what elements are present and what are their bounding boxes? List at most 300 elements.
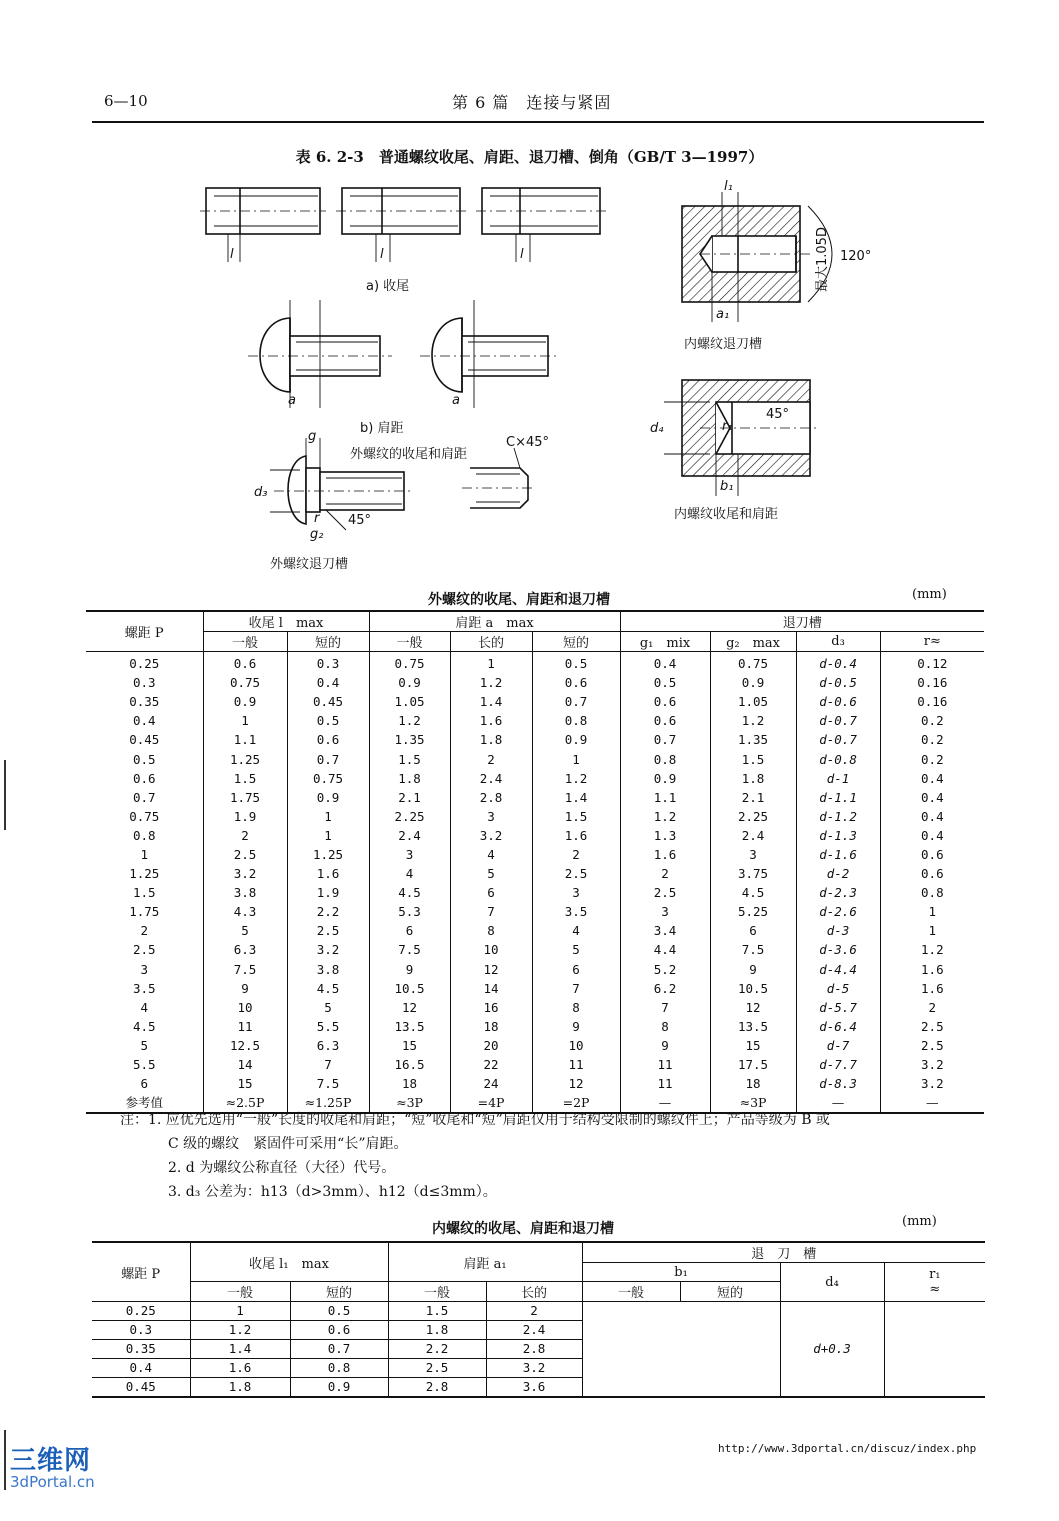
note-1-cont: C 级的螺纹 紧固件可采用“长”肩距。 bbox=[168, 1136, 408, 1152]
table-cell: 6 bbox=[369, 921, 450, 940]
table-cell: 4.5 bbox=[710, 883, 796, 902]
table-cell: 0.75 bbox=[86, 807, 203, 826]
int-header-shoulder-long: 长的 bbox=[486, 1282, 582, 1302]
int-header-tail: 收尾 l₁ max bbox=[190, 1242, 388, 1282]
table-row bbox=[86, 1036, 984, 1055]
table-cell: 0.25 bbox=[86, 652, 203, 674]
table-row bbox=[86, 769, 984, 788]
table-cell: 7 bbox=[532, 979, 620, 998]
table-row bbox=[86, 883, 984, 902]
table-cell: 0.6 bbox=[86, 769, 203, 788]
table-cell: 0.9 bbox=[287, 788, 369, 807]
table-cell: 6 bbox=[86, 1074, 203, 1093]
table-cell: 0.75 bbox=[203, 673, 287, 692]
nut-undercut bbox=[682, 192, 832, 322]
table-cell: 0.45 bbox=[86, 730, 203, 749]
table-cell: 2.25 bbox=[710, 807, 796, 826]
label-chamfer: C×45° bbox=[506, 435, 550, 450]
table-cell: 1.4 bbox=[190, 1340, 290, 1359]
table-cell: 0.5 bbox=[86, 749, 203, 768]
table-cell: 5.3 bbox=[369, 902, 450, 921]
table-cell: 11 bbox=[532, 1055, 620, 1074]
internal-table-title: 内螺纹的收尾、肩距和退刀槽 bbox=[432, 1221, 614, 1237]
table-cell: 0.6 bbox=[532, 673, 620, 692]
table-cell: 1.8 bbox=[369, 769, 450, 788]
table-row bbox=[86, 902, 984, 921]
table-cell: 4.3 bbox=[203, 902, 287, 921]
label-b1: b₁ bbox=[720, 479, 734, 494]
table-cell: 6.3 bbox=[203, 940, 287, 959]
table-cell: 3.2 bbox=[880, 1055, 984, 1074]
table-cell: 5.2 bbox=[620, 960, 710, 979]
table-cell: 0.5 bbox=[532, 652, 620, 674]
table-cell: 1 bbox=[287, 826, 369, 845]
table-cell: 15 bbox=[710, 1036, 796, 1055]
table-cell: 0.6 bbox=[620, 711, 710, 730]
table-cell: 2.4 bbox=[450, 769, 532, 788]
header-shoulder-normal: 一般 bbox=[369, 632, 450, 652]
table-cell: 4 bbox=[86, 998, 203, 1017]
table-cell: d-1.2 bbox=[796, 807, 880, 826]
label-120: 120° bbox=[840, 249, 872, 264]
table-cell: 1.25 bbox=[203, 749, 287, 768]
bolt-tail-3 bbox=[476, 188, 606, 262]
table-cell: 1.8 bbox=[450, 730, 532, 749]
table-cell: d-1.1 bbox=[796, 788, 880, 807]
table-cell: 2 bbox=[203, 826, 287, 845]
table-cell: 1.3 bbox=[620, 826, 710, 845]
table-cell: 3.6 bbox=[486, 1378, 582, 1398]
int-header-r1-approx: ≈ bbox=[929, 1282, 941, 1297]
table-cell: d-6.4 bbox=[796, 1017, 880, 1036]
table-cell: 3.4 bbox=[620, 921, 710, 940]
header-tail: 收尾 l max bbox=[203, 611, 369, 632]
table-cell: 1.5 bbox=[369, 749, 450, 768]
external-thread-table bbox=[86, 610, 984, 1114]
table-cell: 2 bbox=[86, 921, 203, 940]
table-cell: 3 bbox=[620, 902, 710, 921]
table-cell: 1 bbox=[190, 1302, 290, 1321]
table-cell: 6 bbox=[450, 883, 532, 902]
note-1: 注：1. 应优先选用“一般”长度的收尾和肩距；“短”收尾和“短”肩距仅用于结构受限制的螺纹件上；产品等级为 B 或 bbox=[120, 1112, 830, 1128]
int-header-pitch: 螺距 P bbox=[92, 1242, 190, 1302]
table-cell: 0.75 bbox=[710, 652, 796, 674]
d4-value: d+0.3 bbox=[780, 1302, 884, 1398]
header-tail-normal: 一般 bbox=[203, 632, 287, 652]
bolt-shoulder-1 bbox=[248, 300, 392, 408]
table-cell: 12 bbox=[369, 998, 450, 1017]
table-cell: 0.4 bbox=[287, 673, 369, 692]
table-cell: 0.5 bbox=[620, 673, 710, 692]
table-cell: 2.4 bbox=[486, 1321, 582, 1340]
table-cell: 0.7 bbox=[290, 1340, 388, 1359]
label-45: 45° bbox=[348, 513, 372, 528]
table-cell: 1.2 bbox=[532, 769, 620, 788]
label-a-2: a bbox=[452, 393, 460, 408]
label-max-dia: 最大1.05D bbox=[815, 227, 830, 292]
scan-mark bbox=[4, 760, 6, 830]
table-cell: d-5 bbox=[796, 979, 880, 998]
table-cell: 0.7 bbox=[532, 692, 620, 711]
table-cell: 0.4 bbox=[620, 652, 710, 674]
table-cell: 0.7 bbox=[86, 788, 203, 807]
table-cell: 3 bbox=[710, 845, 796, 864]
watermark-logo bbox=[10, 1440, 95, 1491]
table-cell: 0.4 bbox=[880, 769, 984, 788]
table-cell: 0.4 bbox=[880, 826, 984, 845]
table-cell: 2.5 bbox=[86, 940, 203, 959]
table-cell: 0.16 bbox=[880, 692, 984, 711]
table-cell: d-0.7 bbox=[796, 711, 880, 730]
table-cell: 0.6 bbox=[203, 652, 287, 674]
notes bbox=[120, 1108, 990, 1204]
table-cell: 1.6 bbox=[620, 845, 710, 864]
table-cell: 12 bbox=[450, 960, 532, 979]
label-a1: a₁ bbox=[716, 307, 730, 322]
table-cell: 2.4 bbox=[710, 826, 796, 845]
table-cell: 0.9 bbox=[620, 769, 710, 788]
table-cell: 1.8 bbox=[388, 1321, 486, 1340]
table-row bbox=[86, 1055, 984, 1074]
reference-cell: ≈1.25P bbox=[287, 1093, 369, 1113]
label-d4: d₄ bbox=[650, 421, 664, 436]
table-cell: 0.8 bbox=[880, 883, 984, 902]
table-cell: 7.5 bbox=[710, 940, 796, 959]
table-cell: 6.3 bbox=[287, 1036, 369, 1055]
table-cell: 3.2 bbox=[287, 940, 369, 959]
table-cell: 3.2 bbox=[450, 826, 532, 845]
table-cell: 7.5 bbox=[287, 1074, 369, 1093]
label-l-3: l bbox=[520, 247, 524, 262]
bolt-shoulder-2 bbox=[420, 300, 560, 408]
table-cell: d-0.7 bbox=[796, 730, 880, 749]
table-cell: 2 bbox=[620, 864, 710, 883]
reference-cell: ≈3P bbox=[710, 1093, 796, 1113]
table-row bbox=[86, 998, 984, 1017]
header-r: r≈ bbox=[880, 632, 984, 652]
table-cell: 0.8 bbox=[290, 1359, 388, 1378]
table-cell: 2.2 bbox=[388, 1340, 486, 1359]
table-cell: 0.35 bbox=[86, 692, 203, 711]
caption-int-tail-shoulder: 内螺纹收尾和肩距 bbox=[674, 507, 779, 522]
table-cell: 8 bbox=[532, 998, 620, 1017]
int-header-r1 bbox=[884, 1263, 985, 1302]
caption-ext-tail-shoulder: 外螺纹的收尾和肩距 bbox=[350, 447, 468, 462]
table-cell: 18 bbox=[369, 1074, 450, 1093]
table-cell: 1.05 bbox=[710, 692, 796, 711]
table-cell: d-7.7 bbox=[796, 1055, 880, 1074]
table-cell: 20 bbox=[450, 1036, 532, 1055]
internal-table-body bbox=[92, 1302, 985, 1398]
table-cell: 0.9 bbox=[710, 673, 796, 692]
table-cell: 16 bbox=[450, 998, 532, 1017]
table-cell: 0.4 bbox=[880, 807, 984, 826]
table-cell: 6 bbox=[710, 921, 796, 940]
running-head: 第 6 篇 连接与紧固 bbox=[452, 93, 612, 112]
watermark-cn: 三维网 bbox=[10, 1446, 92, 1476]
table-cell: 5.25 bbox=[710, 902, 796, 921]
table-cell: 0.6 bbox=[287, 730, 369, 749]
note-3: 3. d₃ 公差为：h13（d>3mm）、h12（d≤3mm）。 bbox=[168, 1184, 497, 1200]
reference-cell: =2P bbox=[532, 1093, 620, 1113]
table-cell: 10.5 bbox=[369, 979, 450, 998]
table-row bbox=[86, 826, 984, 845]
table-cell: 1.1 bbox=[620, 788, 710, 807]
table-cell: 1 bbox=[450, 652, 532, 674]
table-cell: 2.5 bbox=[203, 845, 287, 864]
int-header-tail-short: 短的 bbox=[290, 1282, 388, 1302]
page-number: 6—10 bbox=[104, 92, 148, 110]
table-cell: 9 bbox=[710, 960, 796, 979]
table-row bbox=[86, 921, 984, 940]
table-cell: 0.9 bbox=[532, 730, 620, 749]
table-row bbox=[92, 1302, 985, 1321]
table-cell: 7 bbox=[450, 902, 532, 921]
table-cell: 1 bbox=[287, 807, 369, 826]
table-cell: 0.9 bbox=[203, 692, 287, 711]
label-a-1: a bbox=[288, 393, 296, 408]
table-cell: 15 bbox=[203, 1074, 287, 1093]
label-r1: r₁ bbox=[722, 419, 733, 434]
table-row bbox=[86, 807, 984, 826]
table-cell: 0.5 bbox=[290, 1302, 388, 1321]
r1-empty-cell bbox=[884, 1302, 985, 1398]
reference-cell: — bbox=[620, 1093, 710, 1113]
table-cell: d-4.4 bbox=[796, 960, 880, 979]
table-cell: 0.45 bbox=[92, 1378, 190, 1398]
table-cell: 1.5 bbox=[710, 749, 796, 768]
int-header-shoulder-normal: 一般 bbox=[388, 1282, 486, 1302]
table-cell: 24 bbox=[450, 1074, 532, 1093]
table-cell: d-0.6 bbox=[796, 692, 880, 711]
table-cell: 1.9 bbox=[203, 807, 287, 826]
table-cell: 11 bbox=[620, 1055, 710, 1074]
table-cell: 2.5 bbox=[532, 864, 620, 883]
table-cell: 8 bbox=[620, 1017, 710, 1036]
reference-cell: — bbox=[796, 1093, 880, 1113]
table-cell: 0.8 bbox=[532, 711, 620, 730]
reference-cell: — bbox=[880, 1093, 984, 1113]
header-shoulder-long: 长的 bbox=[450, 632, 532, 652]
table-cell: 1.6 bbox=[532, 826, 620, 845]
table-cell: 3.5 bbox=[86, 979, 203, 998]
reference-cell: ≈3P bbox=[369, 1093, 450, 1113]
table-cell: 1.35 bbox=[369, 730, 450, 749]
table-cell: 13.5 bbox=[369, 1017, 450, 1036]
table-cell: 10 bbox=[532, 1036, 620, 1055]
table-cell: 0.6 bbox=[290, 1321, 388, 1340]
table-cell: 4 bbox=[532, 921, 620, 940]
table-cell: 1.35 bbox=[710, 730, 796, 749]
table-cell: 1.2 bbox=[369, 711, 450, 730]
table-cell: d-7 bbox=[796, 1036, 880, 1055]
reference-cell: ≈2.5P bbox=[203, 1093, 287, 1113]
internal-thread-table bbox=[92, 1241, 985, 1398]
table-cell: d-3.6 bbox=[796, 940, 880, 959]
table-row bbox=[86, 692, 984, 711]
table-cell: 1.9 bbox=[287, 883, 369, 902]
table-cell: 3 bbox=[86, 960, 203, 979]
table-cell: 0.3 bbox=[86, 673, 203, 692]
table-cell: 0.4 bbox=[880, 788, 984, 807]
table-cell: 1.5 bbox=[532, 807, 620, 826]
table-cell: 2.8 bbox=[486, 1340, 582, 1359]
table-cell: 1.6 bbox=[190, 1359, 290, 1378]
table-cell: 12.5 bbox=[203, 1036, 287, 1055]
table-cell: 4.5 bbox=[86, 1017, 203, 1036]
table-cell: 0.3 bbox=[92, 1321, 190, 1340]
table-cell: 0.8 bbox=[86, 826, 203, 845]
table-cell: 2.5 bbox=[620, 883, 710, 902]
table-cell: 0.16 bbox=[880, 673, 984, 692]
table-cell: 0.25 bbox=[92, 1302, 190, 1321]
table-cell: 1.25 bbox=[287, 845, 369, 864]
table-cell: 6.2 bbox=[620, 979, 710, 998]
table-cell: 1 bbox=[203, 711, 287, 730]
table-cell: 0.45 bbox=[287, 692, 369, 711]
header-pitch: 螺距 P bbox=[86, 611, 203, 652]
table-cell: 2 bbox=[486, 1302, 582, 1321]
table-cell: 5.5 bbox=[86, 1055, 203, 1074]
table-cell: 0.9 bbox=[369, 673, 450, 692]
table-cell: 17.5 bbox=[710, 1055, 796, 1074]
int-header-d4: d₄ bbox=[780, 1263, 884, 1302]
note-2: 2. d 为螺纹公称直径（大径）代号。 bbox=[168, 1160, 396, 1176]
table-cell: 0.75 bbox=[287, 769, 369, 788]
table-cell: 0.75 bbox=[369, 652, 450, 674]
table-cell: 5 bbox=[450, 864, 532, 883]
table-cell: 1.75 bbox=[86, 902, 203, 921]
external-table-unit: (mm) bbox=[912, 587, 947, 602]
table-row bbox=[86, 788, 984, 807]
table-row bbox=[86, 845, 984, 864]
table-cell: 0.5 bbox=[287, 711, 369, 730]
table-cell: 2 bbox=[532, 845, 620, 864]
table-row bbox=[86, 940, 984, 959]
table-cell: 1.2 bbox=[190, 1321, 290, 1340]
table-cell: 11 bbox=[203, 1017, 287, 1036]
table-cell: d-2.3 bbox=[796, 883, 880, 902]
bolt-tail-1 bbox=[200, 188, 326, 262]
table-cell: 4.5 bbox=[369, 883, 450, 902]
table-cell: 12 bbox=[710, 998, 796, 1017]
table-cell: 5 bbox=[287, 998, 369, 1017]
table-cell: 10 bbox=[203, 998, 287, 1017]
int-header-b1: b₁ bbox=[582, 1263, 780, 1282]
table-row bbox=[86, 864, 984, 883]
table-cell: 2.8 bbox=[450, 788, 532, 807]
table-cell: 6 bbox=[532, 960, 620, 979]
reference-cell: =4P bbox=[450, 1093, 532, 1113]
table-cell: d-2 bbox=[796, 864, 880, 883]
table-cell: 2.5 bbox=[880, 1017, 984, 1036]
table-cell: 0.6 bbox=[620, 692, 710, 711]
table-cell: 1.2 bbox=[620, 807, 710, 826]
table-cell: 2.5 bbox=[880, 1036, 984, 1055]
header-d3: d₃ bbox=[796, 632, 880, 652]
table-cell: 1.5 bbox=[86, 883, 203, 902]
int-header-shoulder: 肩距 a₁ bbox=[388, 1242, 582, 1282]
table-cell: 0.7 bbox=[620, 730, 710, 749]
table-cell: 3.5 bbox=[532, 902, 620, 921]
table-cell: 0.2 bbox=[880, 749, 984, 768]
table-cell: 1.4 bbox=[450, 692, 532, 711]
table-cell: 1.25 bbox=[86, 864, 203, 883]
header-shoulder: 肩距 a max bbox=[369, 611, 620, 632]
table-cell: 3 bbox=[450, 807, 532, 826]
label-l-1: l bbox=[230, 247, 234, 262]
int-header-r1-label: r₁ bbox=[929, 1267, 941, 1282]
table-cell: 0.12 bbox=[880, 652, 984, 674]
table-cell: 0.8 bbox=[620, 749, 710, 768]
caption-b: b) 肩距 bbox=[360, 421, 404, 436]
table-cell: 4.5 bbox=[287, 979, 369, 998]
table-cell: d-2.6 bbox=[796, 902, 880, 921]
table-cell: 5 bbox=[532, 940, 620, 959]
table-cell: d-1.6 bbox=[796, 845, 880, 864]
table-cell: 14 bbox=[450, 979, 532, 998]
table-row bbox=[86, 652, 984, 674]
table-cell: 2.4 bbox=[369, 826, 450, 845]
reference-cell: 参考值 bbox=[86, 1093, 203, 1113]
label-d3: d₃ bbox=[254, 485, 268, 500]
table-cell: 1.05 bbox=[369, 692, 450, 711]
int-header-tail-normal: 一般 bbox=[190, 1282, 290, 1302]
table-cell: 2.2 bbox=[287, 902, 369, 921]
table-cell: 9 bbox=[620, 1036, 710, 1055]
header-tail-short: 短的 bbox=[287, 632, 369, 652]
int-header-b1-normal: 一般 bbox=[582, 1282, 680, 1302]
table-row bbox=[86, 1017, 984, 1036]
table-cell: 3.2 bbox=[486, 1359, 582, 1378]
table-cell: 7.5 bbox=[203, 960, 287, 979]
table-row bbox=[86, 1074, 984, 1093]
table-cell: 1.6 bbox=[880, 979, 984, 998]
table-cell: 2 bbox=[450, 749, 532, 768]
table-cell: 13.5 bbox=[710, 1017, 796, 1036]
table-cell: 1.2 bbox=[880, 940, 984, 959]
table-cell: 5.5 bbox=[287, 1017, 369, 1036]
table-cell: 2.25 bbox=[369, 807, 450, 826]
table-cell: 7 bbox=[620, 998, 710, 1017]
table-cell: 0.9 bbox=[290, 1378, 388, 1398]
table-cell: 3 bbox=[369, 845, 450, 864]
table-cell: 0.35 bbox=[92, 1340, 190, 1359]
table-cell: 3.75 bbox=[710, 864, 796, 883]
table-row bbox=[86, 749, 984, 768]
table-cell: 0.7 bbox=[287, 749, 369, 768]
table-cell: 2 bbox=[880, 998, 984, 1017]
table-cell: 0.3 bbox=[287, 652, 369, 674]
label-l1: l₁ bbox=[724, 179, 733, 194]
table-cell: 1.2 bbox=[710, 711, 796, 730]
table-row bbox=[86, 730, 984, 749]
table-cell: 2.5 bbox=[388, 1359, 486, 1378]
table-cell: 0.4 bbox=[92, 1359, 190, 1378]
label-g: g bbox=[308, 429, 317, 444]
bolt-tail-2 bbox=[336, 188, 466, 262]
int-header-undercut: 退 刀 槽 bbox=[582, 1242, 985, 1263]
table-cell: 3.8 bbox=[287, 960, 369, 979]
table-cell: 2.1 bbox=[369, 788, 450, 807]
table-cell: 0.4 bbox=[86, 711, 203, 730]
header-g2: g₂ max bbox=[710, 632, 796, 652]
caption-int-undercut: 内螺纹退刀槽 bbox=[684, 337, 763, 352]
table-row bbox=[86, 673, 984, 692]
table-cell: 5 bbox=[86, 1036, 203, 1055]
table-cell: 0.2 bbox=[880, 730, 984, 749]
table-cell: d-0.4 bbox=[796, 652, 880, 674]
